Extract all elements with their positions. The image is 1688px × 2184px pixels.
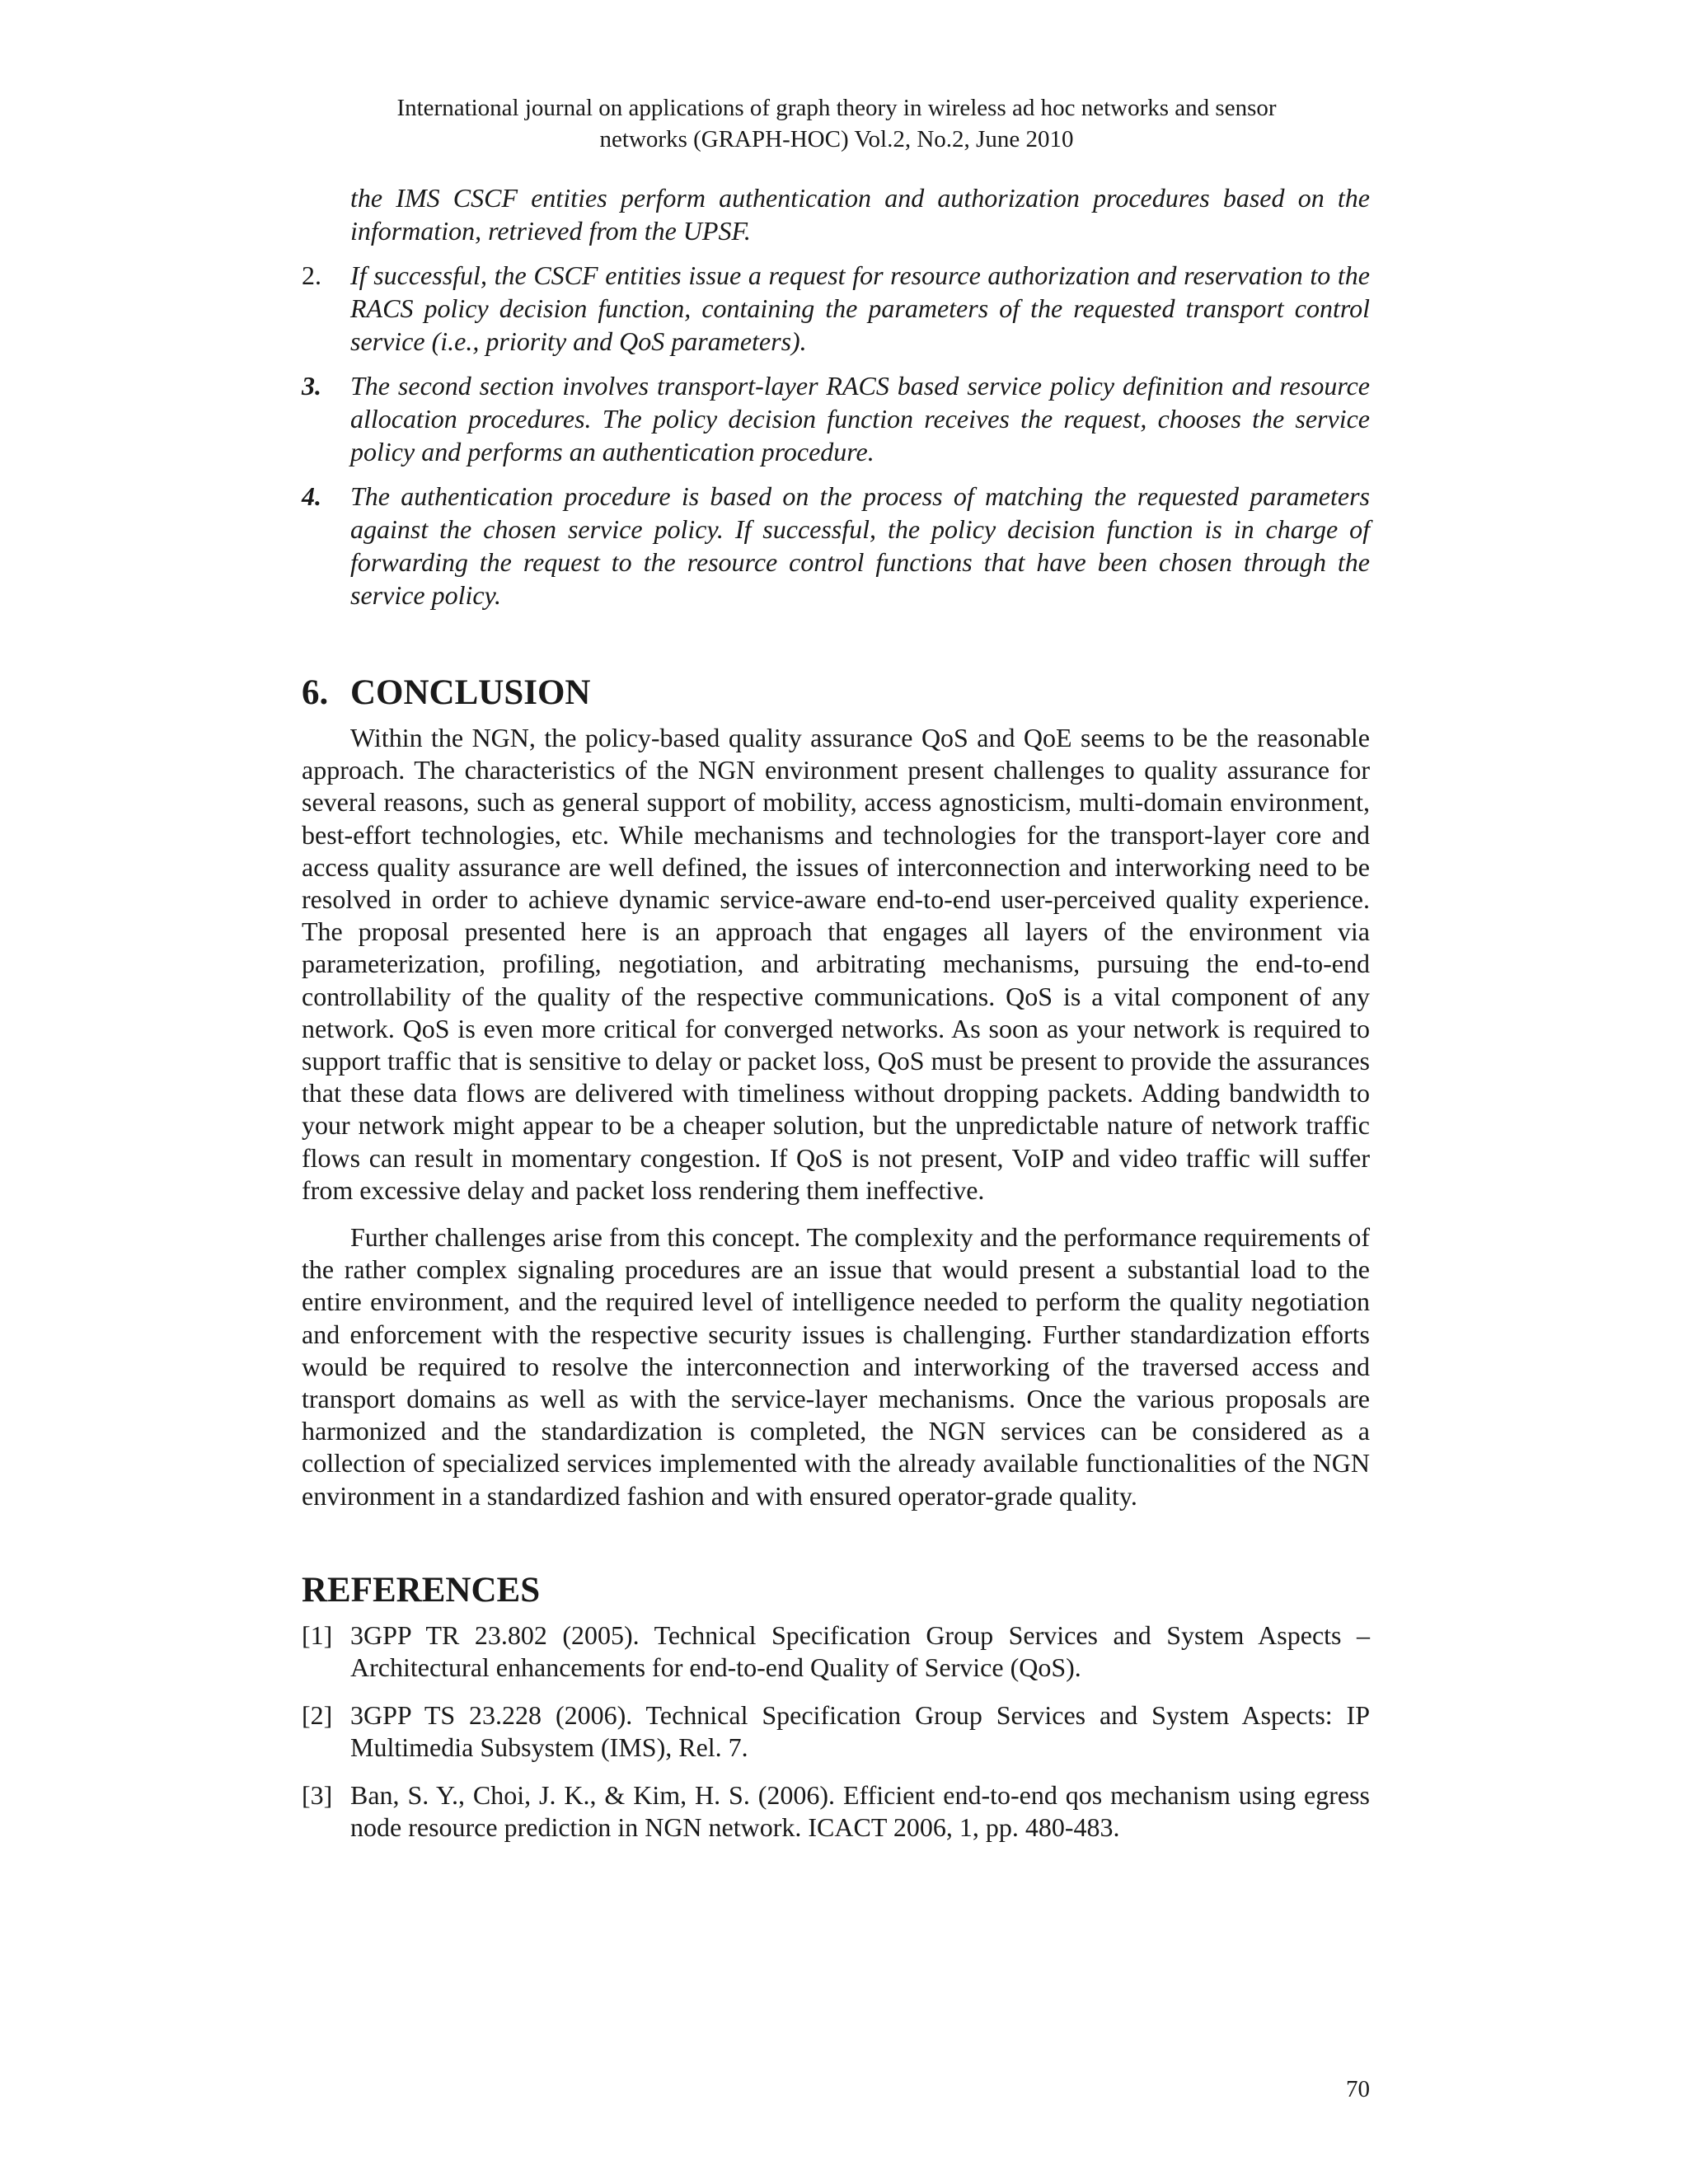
list-item-number: 2. (302, 260, 321, 290)
running-header (301, 92, 1372, 155)
reference-item-3 (302, 1779, 1370, 1844)
reference-number: [1] (302, 1619, 333, 1650)
reference-number: [3] (302, 1779, 333, 1810)
conclusion-section (302, 673, 1370, 1512)
reference-text: 3GPP TR 23.802 (2005). Technical Specification Group Services and System Aspects – Architectural enhancements for end-to-end Quality of Service (QoS). (350, 1619, 1370, 1682)
list-item-text: the IMS CSCF entities perform authentication and authorization procedures based on the information, retrieved from the UPSF. (350, 183, 1370, 246)
section-number: 6. (302, 673, 329, 712)
list-item-text: The authentication procedure is based on the process of matching the requested parameters against the chosen service policy. If successful, the policy decision function is in charge of forwarding the request to the resource control functions that have been chosen through the service policy. (350, 481, 1370, 610)
page-content (302, 181, 1370, 1859)
journal-title-line-2: networks (GRAPH-HOC) Vol.2, No.2, June 2010 (599, 126, 1074, 152)
reference-number: [2] (302, 1699, 333, 1730)
reference-text: 3GPP TS 23.228 (2006). Technical Specification Group Services and System Aspects: IP Multimedia Subsystem (IMS), Rel. 7. (350, 1699, 1370, 1762)
section-title: CONCLUSION (350, 673, 591, 712)
conclusion-heading (302, 673, 1370, 714)
numbered-list (302, 181, 1370, 612)
list-item-text: The second section involves transport-layer RACS based service policy definition and resource allocation procedures. The policy decision function receives the request, chooses the service policy and performs an authentication procedure. (350, 371, 1370, 466)
list-item-3 (302, 369, 1370, 468)
conclusion-paragraph-1: Within the NGN, the policy-based quality assurance QoS and QoE seems to be the reasonable approach. The characteristics of the NGN environment present challenges to quality assurance for several reasons, such as general support of mobility, access agnosticism, multi-domain environment, best-effort technologies, etc. While mechanisms and technologies for the transport-layer core and access quality assurance are well defined, the issues of interconnection and interworking need to be resolved in order to achieve dynamic service-aware end-to-end user-perceived quality experience. The proposal presented here is an approach that engages all layers of the environment via parameterization, profiling, negotiation, and arbitrating mechanisms, pursuing the end-to-end controllability of the quality of the respective communications. QoS is a vital component of any network. QoS is even more critical for converged networks. As soon as your network is required to support traffic that is sensitive to delay or packet loss, QoS must be present to provide the assurances that these data flows are delivered with timeliness without dropping packets. Adding bandwidth to your network might appear to be a cheaper solution, but the unpredictable nature of network traffic flows can result in momentary congestion. If QoS is not present, VoIP and video traffic will suffer from excessive delay and packet loss rendering them ineffective. (302, 723, 1370, 1205)
list-item-number: 3. (302, 371, 321, 401)
page-number: 70 (1346, 2076, 1370, 2102)
reference-text: Ban, S. Y., Choi, J. K., & Kim, H. S. (2006). Efficient end-to-end qos mechanism using egress node resource prediction in NGN network. ICACT 2006, 1, pp. 480-483. (350, 1779, 1370, 1842)
list-item-2 (302, 259, 1370, 358)
journal-title-line-1: International journal on applications of graph theory in wireless ad hoc networks and sensor (396, 95, 1277, 121)
list-item-number: 4. (302, 481, 321, 511)
list-item-4 (302, 480, 1370, 612)
list-item-text: If successful, the CSCF entities issue a request for resource authorization and reservation to the RACS policy decision function, containing the parameters of the requested transport control service (i.e., priority and QoS parameters). (350, 260, 1370, 356)
reference-item-1 (302, 1619, 1370, 1684)
list-item-continuation (302, 181, 1370, 247)
references-section (302, 1570, 1370, 1844)
reference-item-2 (302, 1699, 1370, 1764)
references-heading: REFERENCES (302, 1570, 541, 1610)
conclusion-paragraph-2: Further challenges arise from this concept. The complexity and the performance requirements of the rather complex signaling procedures are an issue that would present a substantial load to the entire environment, and the required level of intelligence needed to perform the quality negotiation and enforcement with the respective security issues is challenging. Further standardization efforts would be required to resolve the interconnection and interworking of the traversed access and transport domains as well as with the service-layer mechanisms. Once the various proposals are harmonized and the standardization is completed, the NGN services can be considered as a collection of specialized services implemented with the already available functionalities of the NGN environment in a standardized fashion and with ensured operator-grade quality. (302, 1222, 1370, 1511)
